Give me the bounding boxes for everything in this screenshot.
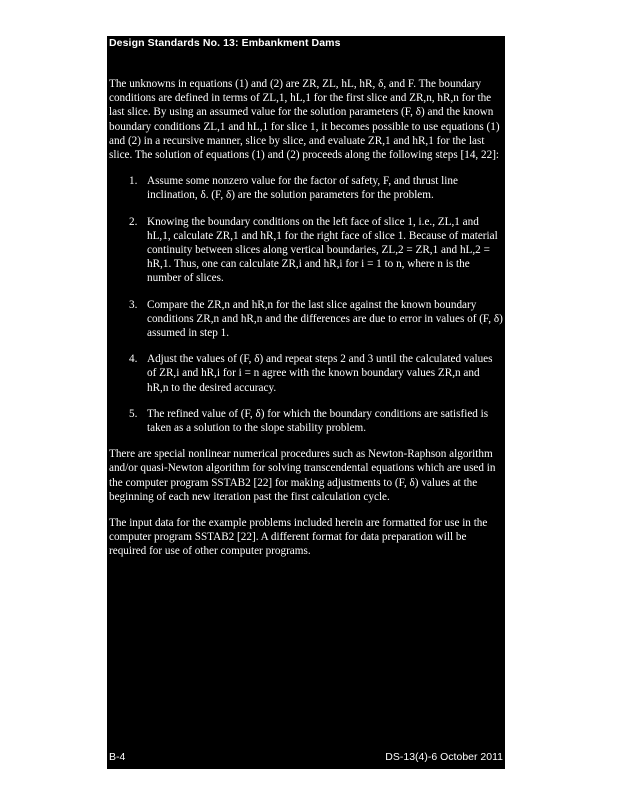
intro-paragraph: The unknowns in equations (1) and (2) are ZR, ZL, hL, hR, δ, and F. The boundary conditions are defined in terms of ZL,1, hL,1 for the first slice and ZR,n, hR,n for the last slice. By using an assumed value for the solution parameters (F, δ) and the known boundary conditions ZL,1 and hL,1 for slice 1, it becomes possible to use equations (1) and (2) in a recursive manner, slice by slice, and evaluate ZR,1 and hR,1 for the last slice. The solution of equations (1) and (2) proceeds along the following steps [14, 22]: [109, 78, 500, 162]
step-text: Adjust the values of (F, δ) and repeat steps 2 and 3 until the calculated values of ZR,i and hR,i for i = n agree with the known boundary values ZR,n and hR,n to the desired accuracy. [147, 353, 493, 394]
step-text: Compare the ZR,n and hR,n for the last slice against the known boundary conditions ZR,n and hR,n and the differences are due to error in values of (F, δ) assumed in step 1. [147, 298, 503, 340]
list-item [109, 407, 503, 435]
document-id-date: DS-13(4)-6 October 2011 [385, 751, 503, 763]
step-number: 1. [129, 175, 138, 188]
list-item [109, 215, 503, 286]
algorithm-paragraph: There are special nonlinear numerical procedures such as Newton-Raphson algorithm and/or quasi-Newton algorithm for solving transcendental equations which are used in the computer program SSTAB2 [22] for making adjustments to (F, δ) values at the beginning of each new iteration past the first calculation cycle. [109, 448, 496, 503]
list-item [109, 352, 503, 395]
running-header: Design Standards No. 13: Embankment Dams [109, 37, 341, 49]
step-text: The refined value of (F, δ) for which the boundary conditions are satisfied is taken as a solution to the slope stability problem. [147, 407, 489, 435]
document-page [107, 36, 505, 769]
step-number: 5. [129, 407, 138, 420]
list-item [109, 298, 503, 341]
steps-list [109, 174, 503, 435]
step-number: 2. [129, 215, 138, 228]
list-item [109, 174, 503, 202]
step-text: Assume some nonzero value for the factor of safety, F, and thrust line inclination, δ. (F, δ) are the solution parameters for the problem. [147, 175, 458, 202]
step-number: 4. [129, 353, 138, 366]
body-text [109, 77, 503, 571]
page-number: B-4 [109, 751, 126, 763]
step-number: 3. [129, 298, 138, 311]
input-data-paragraph: The input data for the example problems included herein are formatted for use in the computer program SSTAB2 [22]. A different format for data preparation will be required for use of other computer programs. [109, 517, 488, 558]
step-text: Knowing the boundary conditions on the left face of slice 1, i.e., ZL,1 and hL,1, calculate ZR,1 and hR,1 for the right face of slice 1. Because of material continuity between slices along vertical boundaries, ZL,2 = ZR,1 and hL,2 = hR,1. Thus, one can calculate ZR,i and hR,i for i = 1 to n, where n is the number of slices. [147, 215, 498, 285]
